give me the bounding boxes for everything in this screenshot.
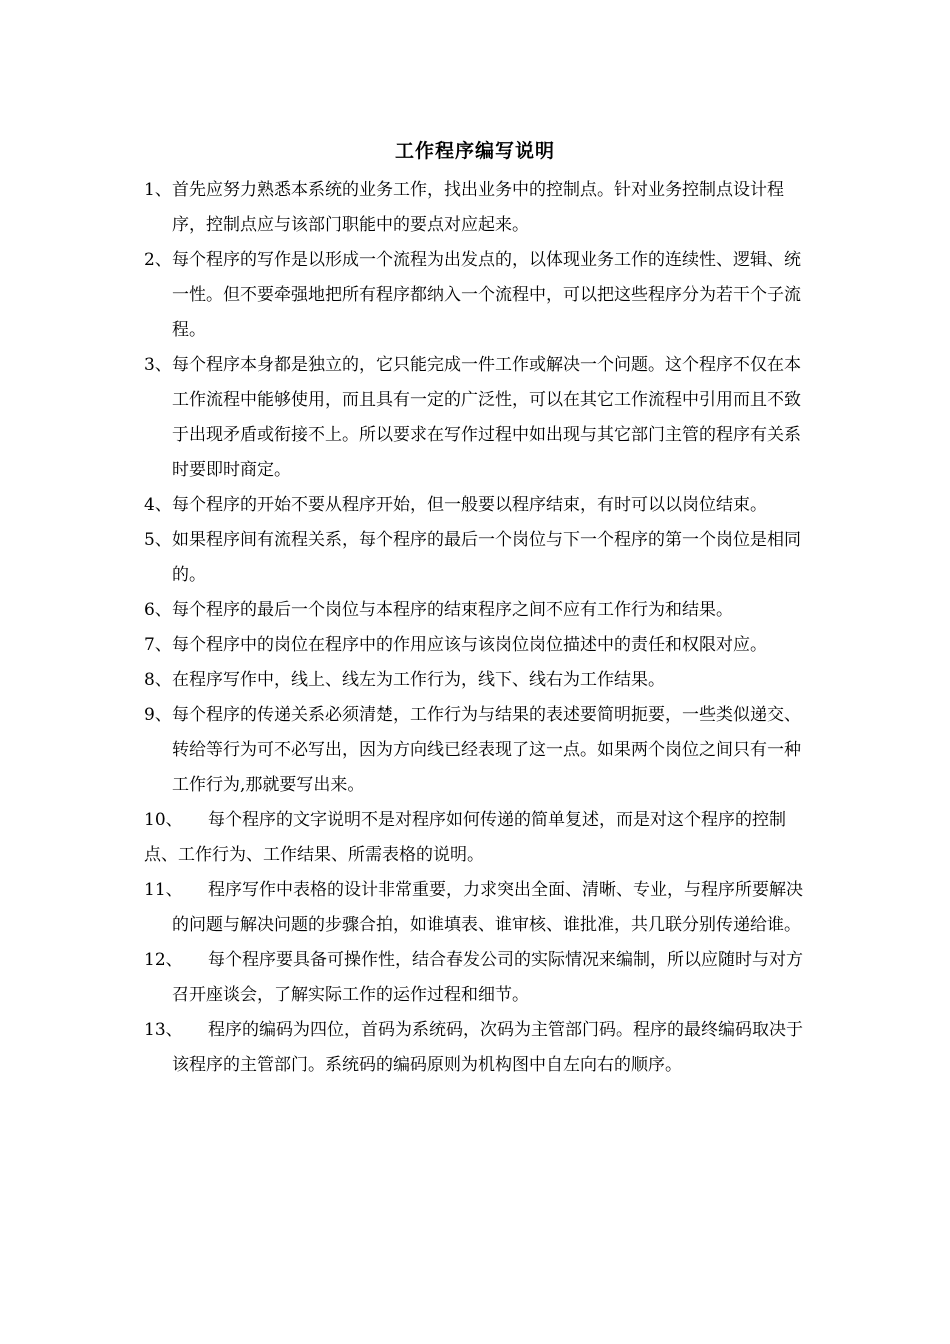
item-number: 10、 xyxy=(144,810,183,830)
item-number: 12、 xyxy=(144,950,183,970)
list-item xyxy=(144,1013,812,1083)
item-text: 每个程序要具备可操作性，结合春发公司的实际情况来编制，所以应随时与对方召开座谈会，了解实际工作的运作过程和细节。 xyxy=(172,950,803,1005)
item-number: 4、 xyxy=(144,495,172,515)
list-item xyxy=(144,488,812,523)
document-title: 工作程序编写说明 xyxy=(394,140,555,162)
list-item xyxy=(144,593,812,628)
list-item xyxy=(144,628,812,663)
item-number: 7、 xyxy=(144,635,172,655)
item-number: 13、 xyxy=(144,1020,183,1040)
list-item xyxy=(144,348,812,488)
item-number: 2、 xyxy=(144,250,172,270)
list-item xyxy=(144,803,812,873)
item-text: 每个程序的写作是以形成一个流程为出发点的，以体现业务工作的连续性、逻辑、统一性。但不要牵强地把所有程序都纳入一个流程中，可以把这些程序分为若干个子流程。 xyxy=(172,250,801,340)
item-text: 每个程序的文字说明不是对程序如何传递的简单复述，而是对这个程序的控制点、工作行为、工作结果、所需表格的说明。 xyxy=(144,810,786,865)
item-text: 程序的编码为四位，首码为系统码，次码为主管部门码。程序的最终编码取决于该程序的主管部门。系统码的编码原则为机构图中自左向右的顺序。 xyxy=(172,1020,803,1075)
item-number: 11、 xyxy=(144,880,183,900)
item-number: 5、 xyxy=(144,530,172,550)
list-item xyxy=(144,943,812,1013)
item-text: 每个程序的开始不要从程序开始，但一般要以程序结束，有时可以以岗位结束。 xyxy=(172,495,767,515)
instruction-list xyxy=(144,173,812,1083)
list-item xyxy=(144,663,812,698)
item-number: 8、 xyxy=(144,670,172,690)
list-item xyxy=(144,873,812,943)
list-item xyxy=(144,173,812,243)
item-text: 每个程序本身都是独立的，它只能完成一件工作或解决一个问题。这个程序不仅在本工作流程中能够使用，而且具有一定的广泛性，可以在其它工作流程中引用而且不致于出现矛盾或衔接不上。所以要求在写作过程中如出现与其它部门主管的程序有关系时要即时商定。 xyxy=(172,355,801,480)
item-text: 首先应努力熟悉本系统的业务工作，找出业务中的控制点。针对业务控制点设计程序，控制点应与该部门职能中的要点对应起来。 xyxy=(172,180,784,235)
item-number: 9、 xyxy=(144,705,172,725)
item-number: 6、 xyxy=(144,600,172,620)
item-text: 在程序写作中，线上、线左为工作行为，线下、线右为工作结果。 xyxy=(172,670,665,690)
item-number: 3、 xyxy=(144,355,172,375)
list-item xyxy=(144,243,812,348)
item-text: 如果程序间有流程关系，每个程序的最后一个岗位与下一个程序的第一个岗位是相同的。 xyxy=(172,530,801,585)
item-text: 每个程序的传递关系必须清楚，工作行为与结果的表述要简明扼要，一些类似递交、转给等行为可不必写出，因为方向线已经表现了这一点。如果两个岗位之间只有一种工作行为,那就要写出来。 xyxy=(172,705,801,795)
list-item xyxy=(144,523,812,593)
item-text: 每个程序中的岗位在程序中的作用应该与该岗位岗位描述中的责任和权限对应。 xyxy=(172,635,767,655)
item-text: 程序写作中表格的设计非常重要，力求突出全面、清晰、专业，与程序所要解决的问题与解决问题的步骤合拍，如谁填表、谁审核、谁批准，共几联分别传递给谁。 xyxy=(172,880,803,935)
list-item xyxy=(144,698,812,803)
item-text: 每个程序的最后一个岗位与本程序的结束程序之间不应有工作行为和结果。 xyxy=(172,600,733,620)
item-number: 1、 xyxy=(144,180,172,200)
